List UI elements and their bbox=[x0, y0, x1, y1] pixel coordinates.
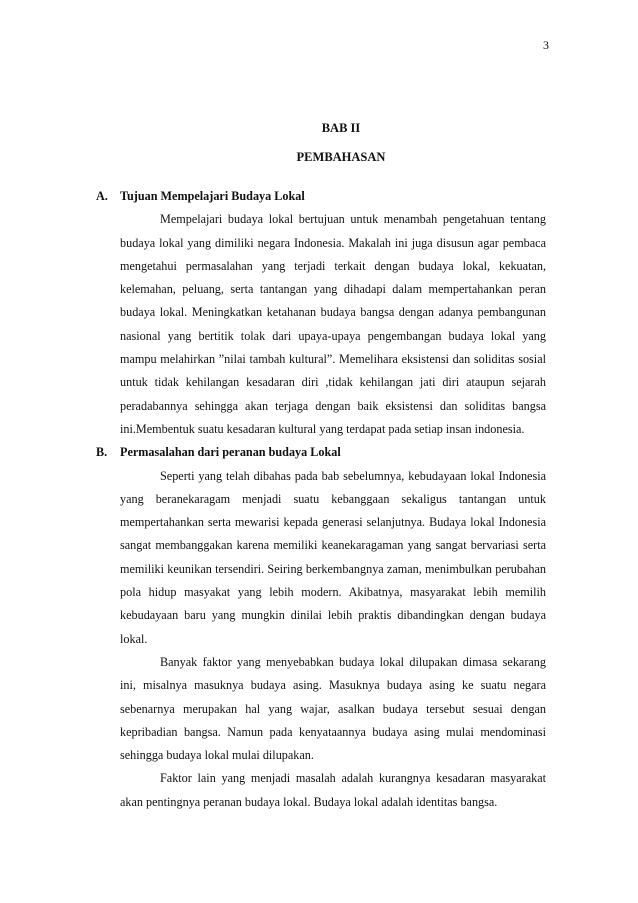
section-body bbox=[96, 208, 546, 441]
section-body bbox=[96, 465, 546, 814]
paragraph: Seperti yang telah dibahas pada bab sebelumnya, kebudayaan lokal Indonesia yang beranekaragam menjadi suatu kebanggaan sekaligus tantangan untuk mempertahankan serta mewarisi kepada generasi selanjutnya. Budaya lokal Indonesia sangat membanggakan karena memiliki keanekaragaman yang sangat bervariasi serta memiliki keunikan tersendiri. Seiring berkembangnya zaman, menimbulkan perubahan pola hidup masyakat yang lebih modern. Akibatnya, masyarakat lebih memilih kebudayaan baru yang mungkin dinilai lebih praktis dibandingkan dengan budaya lokal. bbox=[120, 468, 546, 646]
section-letter: A. bbox=[96, 189, 108, 203]
section-title: Permasalahan dari peranan budaya Lokal bbox=[120, 445, 341, 460]
chapter-subtitle: PEMBAHASAN bbox=[296, 150, 386, 164]
section-letter: B. bbox=[96, 445, 108, 460]
page-number: 3 bbox=[543, 38, 549, 52]
section-b bbox=[96, 441, 546, 814]
chapter-title: BAB II bbox=[321, 121, 361, 135]
section-heading bbox=[96, 441, 546, 464]
section-a bbox=[96, 185, 546, 441]
paragraph: Banyak faktor yang menyebabkan budaya lokal dilupakan dimasa sekarang ini, misalnya masuknya budaya asing. Masuknya budaya asing ke suatu negara sebenarnya merupakan hal yang wajar, asalkan budaya tersebut sesuai dengan kepribadian bangsa. Namun pada kenyataannya budaya asing mulai mendominasi sehingga budaya lokal mulai dilupakan. bbox=[120, 654, 546, 763]
section-title: Tujuan Mempelajari Budaya Lokal bbox=[120, 189, 305, 203]
section-heading bbox=[96, 185, 546, 208]
paragraph: Mempelajari budaya lokal bertujuan untuk menambah pengetahuan tentang budaya lokal yang dimiliki negara Indonesia. Makalah ini juga disusun agar pembaca mengetahui permasalahan yang terjadi terkait dengan budaya lokal, kekuatan, kelemahan, peluang, serta tantangan yang dihadapi dalam mempertahankan peran budaya lokal. Meningkatkan ketahanan budaya bangsa dengan adanya pembangunan nasional yang bertitik tolak dari upaya-upaya pengembangan budaya lokal yang mampu melahirkan ”nilai tambah kultural”. Memelihara eksistensi dan soliditas sosial untuk tidak kehilangan kesadaran diri ,tidak kehilangan jati diri ataupun sejarah peradabannya sehingga akan terjaga dengan baik eksistensi dan soliditas bangsa ini.Membentuk suatu kesadaran kultural yang terdapat pada setiap insan indonesia. bbox=[120, 212, 546, 436]
paragraph: Faktor lain yang menjadi masalah adalah kurangnya kesadaran masyarakat akan pentingnya peranan budaya lokal. Budaya lokal adalah identitas bangsa. bbox=[120, 771, 546, 809]
document-body bbox=[96, 185, 546, 814]
